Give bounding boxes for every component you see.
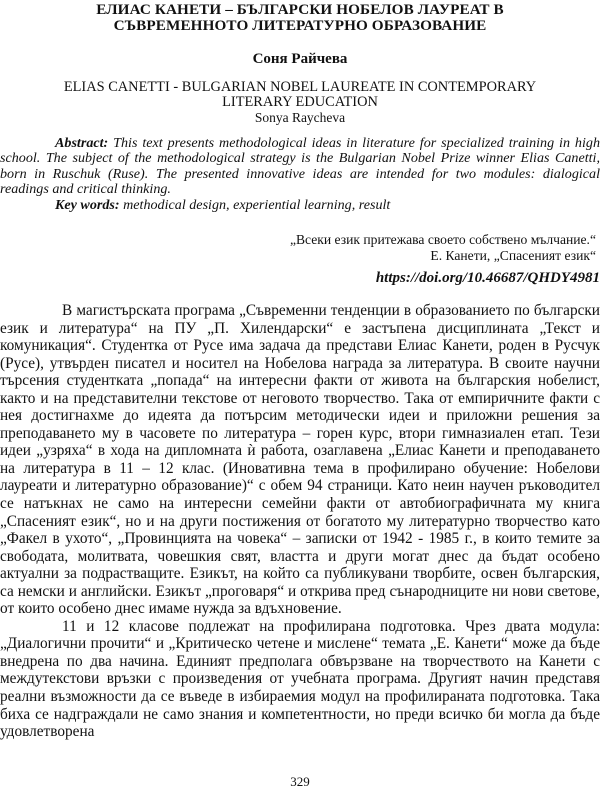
epigraph-source: Е. Канети, „Спасеният език“ [430,248,596,263]
doi-link[interactable]: https://doi.org/10.46687/QHDY4981 [375,270,600,286]
title-en-line-1: ELIAS CANETTI - BULGARIAN NOBEL LAUREATE IN CONTEMPORARY [63,79,537,95]
paper-title-bg [0,2,600,34]
title-en-line-2: LITERARY EDUCATION [222,94,378,110]
epigraph [290,232,596,264]
abstract-section [0,136,600,213]
author-name-bg: Соня Райчева [252,51,348,67]
abstract-text: This text presents methodological ideas in literature for specialized training in high school. The subject of the methodological strategy is the Bulgarian Nobel Prize winner Elias Canetti, born in Ruschuk (Ruse). The presented innovative ideas are intended for two modules: dialogical readings and critical thinking. [0,135,600,198]
paper-title-en [0,80,600,110]
title-bg-line-1: ЕЛИАС КАНЕТИ – БЪЛГАРСКИ НОБЕЛОВ ЛАУРЕАТ В [96,1,504,18]
body-text [0,302,600,741]
title-bg-line-2: СЪВРЕМЕННОТО ЛИТЕРАТУРНО ОБРАЗОВАНИЕ [113,17,487,34]
epigraph-quote: „Всеки език притежава своето собствено мълчание.“ [289,232,596,247]
keywords-label: Key words: [55,196,120,213]
abstract-label: Abstract: [55,135,109,151]
author-name-en: Sonya Raycheva [254,110,346,125]
body-paragraph-2: 11 и 12 класове подлежат на профилирана подготовка. Чрез двата модула: „Диалогични прочити“ и „Критическо четене и мислене“ темата „Е. Канети“ може да бъде внедрена по два начина. Единият предполага обвързване на творчеството на Канети с междутекстови връзки с произведения от учебната програма. Другият начин представя реални възможности да се въведе в избираемия модул на профилираната подготовка. Така биха се надграждали не само знания и компетентности, но преди всичко би могла да бъде удовлетворена [0,617,600,741]
keywords-text: methodical design, experiential learning, result [119,196,391,213]
page-number: 329 [290,774,310,789]
body-paragraph-1: В магистърската програма „Съвременни тенденции в образованието по български език и литература“ на ПУ „П. Хилендарски“ е застъпена дисциплината „Текст и комуникация“. Студентка от Русе има задача да представи Елиас Канети, роден в Русчук (Русе), утвърден писател и носител на Нобелова награда за литература. В своите научни търсения студентката „попада“ на интересни факти от живота на българския нобелист, както и на представителни текстове от неговото творчество. Така от емпиричните факти с нея достигнахме до идеята да потърсим методически идеи и приложни решения за преподаването му в часовете по литература – горен курс, втори гимназиален етап. Тези идеи „узряха“ в хода на дипломната ѝ работа, озаглавена „Елиас Канети и преподаването на литература в 11 – 12 клас. (Иновативна тема в профилирано обучение: Нобелови лауреати и литературно образование)“ с обем 94 страници. Като неин научен ръководител се натъкнах не само на интересни семейни факти от автобиографичната му книга „Спасеният език“, но и на други постижения от богатото му литературно творчество като „Факел в ухото“, „Провинцията на човека“ – записки от 1942 - 1985 г., в които темите за свободата, молитвата, човешкия свят, властта и други могат днес да бъдат особено актуални за подрастващите. Езикът, на който са публикувани творбите, освен българския, са немски и английски. Езикът „проговаря“ и открива пред сънародниците ни нови светове, от които особено днес имаме нужда за вдъхновение. [0,302,600,618]
